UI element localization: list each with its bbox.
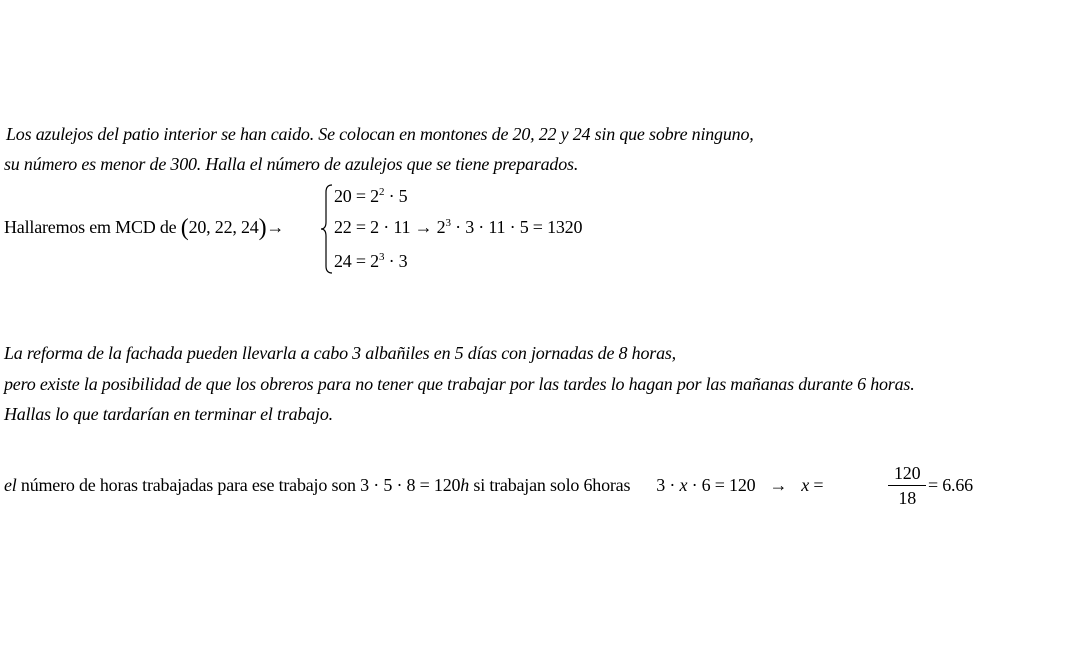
result-arrow: →	[769, 475, 788, 495]
final-result: = 6.66	[928, 475, 973, 495]
problem2-line2: pero existe la posibilidad de que los obreros para no tener que trabajar por las tardes lo hagan por las mañanas durante 6 horas.	[4, 374, 915, 394]
problem1-solution	[4, 216, 284, 239]
fraction	[888, 462, 926, 509]
system-row-3: $24 = 2^3 \cdot 3$	[334, 251, 408, 271]
open-paren: (	[180, 215, 189, 241]
problem1-line2: su número es menor de 300. Halla el número de azulejos que se tiene preparados.	[4, 154, 579, 174]
solution-prefix: Hallaremos em MCD de	[4, 217, 177, 237]
tuple-values: 20, 22, 24	[188, 217, 259, 237]
equation-x: 3 · x · 6 = 120	[656, 475, 756, 495]
problem1-line1: Los azulejos del patio interior se han caido. Se colocan en montones de 20, 22 y 24 sin que sobre ninguno,	[6, 124, 754, 144]
problem2-line1: La reforma de la fachada pueden llevarla a cabo 3 albañiles en 5 días con jornadas de 8 horas,	[4, 343, 676, 363]
system-row-2: $22 = 2 \cdot 11 \to 2^3 \cdot 3 \cdot 11 \cdot 5 = 1320$	[334, 217, 583, 237]
fraction-numerator: 120	[888, 462, 926, 486]
curly-brace-icon	[320, 184, 334, 274]
fraction-denominator: 18	[898, 488, 916, 508]
system-row-1: $20 = 2^2 \cdot 5$	[334, 186, 408, 206]
problem2-line3: Hallas lo que tardarían en terminar el trabajo.	[4, 404, 333, 424]
problem2-solution: el número de horas trabajadas para ese trabajo son 3 · 5 · 8 = 120h si trabajan solo 6horas 3 · x · 6 = 120 → x =	[4, 475, 824, 495]
close-paren: )	[258, 215, 267, 241]
equation-hours: 3 · 5 · 8 = 120h	[360, 475, 470, 495]
implies-arrow: →	[266, 217, 285, 237]
